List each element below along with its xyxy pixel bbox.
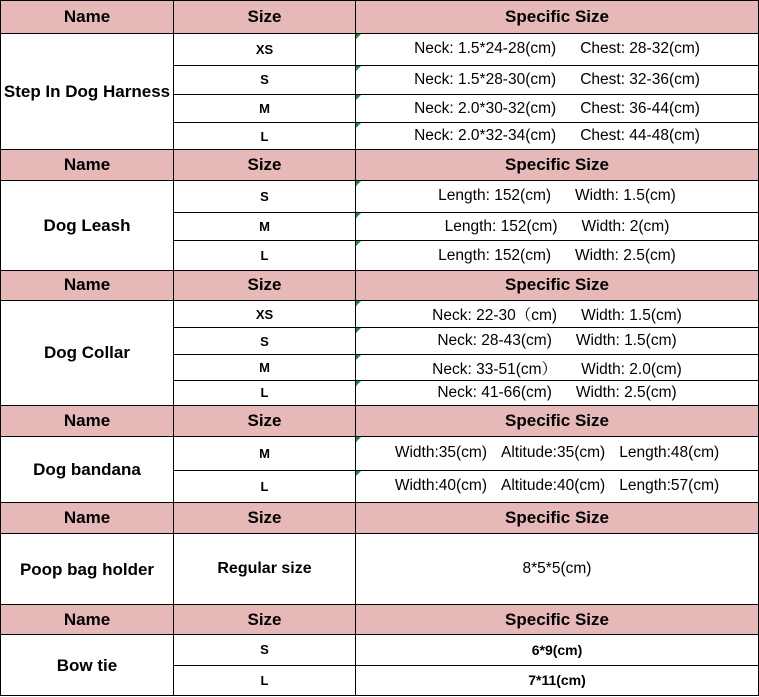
product-name: Dog Leash [1, 180, 174, 270]
header-specific-size: Specific Size [356, 1, 759, 34]
spec-part: Altitude:35(cm) [500, 444, 606, 462]
spec-part: Neck: 2.0*32-34(cm) [414, 127, 557, 145]
specific-size-value [356, 355, 759, 380]
specific-size-value [356, 380, 759, 405]
spec-part: Width: 2.0(cm) [581, 360, 682, 378]
spec-part: Length:57(cm) [619, 477, 720, 495]
specific-size-value [356, 665, 759, 695]
spec-part: Width: 2.5(cm) [575, 246, 676, 264]
product-name: Bow tie [1, 635, 174, 696]
spec-part: Neck: 41-66(cm) [437, 383, 552, 401]
spec-part: Chest: 36-44(cm) [580, 99, 700, 117]
spec-part: 6*9(cm) [531, 641, 583, 658]
spec-part: 7*11(cm) [528, 672, 586, 689]
spec-part: Width: 1.5(cm) [575, 187, 676, 205]
size-value: L [174, 241, 356, 270]
header-size: Size [174, 604, 356, 634]
header-name: Name [1, 604, 174, 634]
product-row [1, 534, 759, 605]
spec-part: Altitude:40(cm) [500, 477, 606, 495]
spec-part: Neck: 2.0*30-32(cm) [414, 99, 557, 117]
spec-part: Width: 2.5(cm) [575, 383, 677, 401]
header-row [1, 502, 759, 533]
size-value: L [174, 665, 356, 695]
spec-part: Width: 1.5(cm) [575, 332, 677, 350]
specific-size-value [356, 300, 759, 327]
header-size: Size [174, 405, 356, 436]
spec-part: Neck: 22-30（cm) [432, 307, 558, 325]
specific-size-value [356, 328, 759, 355]
size-value: M [174, 355, 356, 380]
header-name: Name [1, 270, 174, 300]
size-value: S [174, 635, 356, 665]
spec-part: Width:35(cm) [394, 444, 487, 462]
size-value: L [174, 470, 356, 502]
header-row [1, 604, 759, 634]
specific-size-value [356, 470, 759, 502]
header-name: Name [1, 502, 174, 533]
header-specific-size: Specific Size [356, 150, 759, 180]
spec-part: Chest: 28-32(cm) [580, 40, 700, 58]
spec-part: Neck: 1.5*24-28(cm) [414, 40, 557, 58]
header-row [1, 405, 759, 436]
product-name: Dog bandana [1, 437, 174, 503]
spec-part: Length: 152(cm) [438, 246, 552, 264]
product-row [1, 34, 759, 65]
spec-part: Neck: 33-51(cm） [432, 360, 558, 378]
product-row [1, 437, 759, 470]
spec-part: Length: 152(cm) [438, 187, 552, 205]
specific-size-value [356, 534, 759, 605]
size-value: S [174, 180, 356, 212]
specific-size-value [356, 94, 759, 122]
product-row [1, 180, 759, 212]
spec-part: Neck: 28-43(cm) [437, 332, 552, 350]
spec-part: Width: 2(cm) [581, 217, 670, 235]
size-chart-body [1, 1, 759, 696]
product-row [1, 635, 759, 665]
spec-part: 8*5*5(cm) [522, 560, 592, 578]
spec-part: Width: 1.5(cm) [581, 307, 682, 325]
header-size: Size [174, 1, 356, 34]
size-value: XS [174, 34, 356, 65]
specific-size-value [356, 123, 759, 150]
size-value: L [174, 380, 356, 405]
header-name: Name [1, 1, 174, 34]
size-value: L [174, 123, 356, 150]
header-size: Size [174, 270, 356, 300]
specific-size-value [356, 34, 759, 65]
specific-size-value [356, 180, 759, 212]
header-specific-size: Specific Size [356, 405, 759, 436]
header-specific-size: Specific Size [356, 604, 759, 634]
specific-size-value [356, 65, 759, 94]
spec-part: Chest: 44-48(cm) [580, 127, 700, 145]
size-value: S [174, 328, 356, 355]
header-row [1, 1, 759, 34]
product-name: Poop bag holder [1, 534, 174, 605]
specific-size-value [356, 635, 759, 665]
product-name: Dog Collar [1, 300, 174, 405]
header-specific-size: Specific Size [356, 270, 759, 300]
size-value: S [174, 65, 356, 94]
spec-part: Neck: 1.5*28-30(cm) [414, 70, 557, 88]
spec-part: Chest: 32-36(cm) [580, 70, 700, 88]
size-value: M [174, 437, 356, 470]
size-value: M [174, 94, 356, 122]
header-name: Name [1, 150, 174, 180]
spec-part: Length:48(cm) [619, 444, 720, 462]
header-name: Name [1, 405, 174, 436]
size-value: Regular size [174, 534, 356, 605]
size-value: M [174, 213, 356, 241]
specific-size-value [356, 241, 759, 270]
product-row [1, 300, 759, 327]
header-row [1, 150, 759, 180]
specific-size-value [356, 213, 759, 241]
spec-part: Length: 152(cm) [444, 217, 558, 235]
header-size: Size [174, 502, 356, 533]
header-size: Size [174, 150, 356, 180]
header-row [1, 270, 759, 300]
header-specific-size: Specific Size [356, 502, 759, 533]
spec-part: Width:40(cm) [394, 477, 487, 495]
specific-size-value [356, 437, 759, 470]
product-name: Step In Dog Harness [1, 34, 174, 150]
size-value: XS [174, 300, 356, 327]
